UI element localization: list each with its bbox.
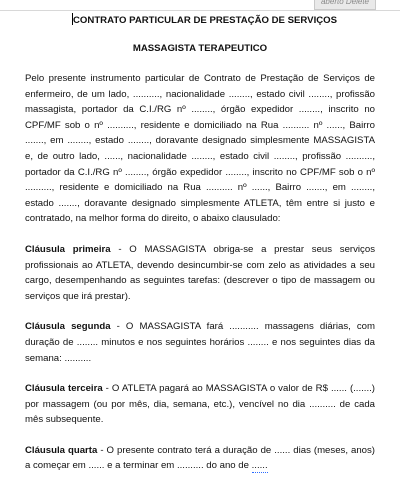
clause-2-label: Cláusula segunda — [25, 321, 111, 333]
clause-1-text: - O MASSAGISTA obriga-se a prestar seus serviços profissionais ao ATLETA, devendo desincumbir-se com zelo as atividades a seu cargo, desempenhando as seguintes tarefas: (descrever o tipo de massagem ou serviços que irá prestar). — [25, 243, 375, 302]
clause-2 — [25, 319, 375, 366]
comment-tag[interactable]: aberto Delete — [314, 0, 376, 10]
clause-4 — [25, 443, 375, 474]
clause-1-label: Cláusula primeira — [25, 243, 111, 255]
document-page[interactable] — [25, 14, 375, 489]
clause-1 — [25, 242, 375, 304]
top-toolbar-strip — [0, 0, 400, 11]
clause-4-tail: ...... — [251, 460, 268, 472]
document-subtitle: MASSAGISTA TERAPEUTICO — [132, 43, 268, 54]
document-title: CONTRATO PARTICULAR DE PRESTAÇÃO DE SERVIÇOS — [73, 15, 338, 26]
clause-3-text: - O ATLETA pagará ao MASSAGISTA o valor de R$ ...... (.......) por massagem (ou por mês, dia, semana, etc.), vencível no dia .......... de cada mês subsequente. — [25, 383, 375, 426]
clause-3 — [25, 381, 375, 428]
clause-4-text: - O presente contrato terá a duração de ...... dias (meses, anos) a começar em ...... e a terminar em .......... do ano de — [25, 444, 375, 472]
clause-3-label: Cláusula terceira — [25, 383, 103, 395]
clause-2-text: - O MASSAGISTA fará ........... massagens diárias, com duração de ........ minutos e nos seguintes horários ........ e nos seguintes dias da semana: .......... — [25, 321, 375, 364]
intro-paragraph: Pelo presente instrumento particular de Contrato de Prestação de Serviços de enfermeiro, de um lado, .........., nacionalidade ........, estado civil ........, profissão massagista, portador da C.I./RG nº ........, órgão expedidor ........, inscrito no CPF/MF sob o nº .........., residente e domiciliado na Rua .......... nº ......, Bairro ......., em ........, estado ........, doravante designado simplesmente MASSAGISTA e, de outro lado, ......, nacionalidade ........, estado civil ........, profissão .........., portador da C.I./RG nº ........, órgão expedidor ........, inscrito no CPF/MF sob o nº .........., residente e domiciliado na Rua .......... nº ......, Bairro ......., em ........, estado ......., doravante designado simplesmente ATLETA, têm entre si justo e contratado, na melhor forma do direito, o abaixo clausulado: — [25, 73, 375, 225]
clause-4-label: Cláusula quarta — [25, 444, 98, 456]
